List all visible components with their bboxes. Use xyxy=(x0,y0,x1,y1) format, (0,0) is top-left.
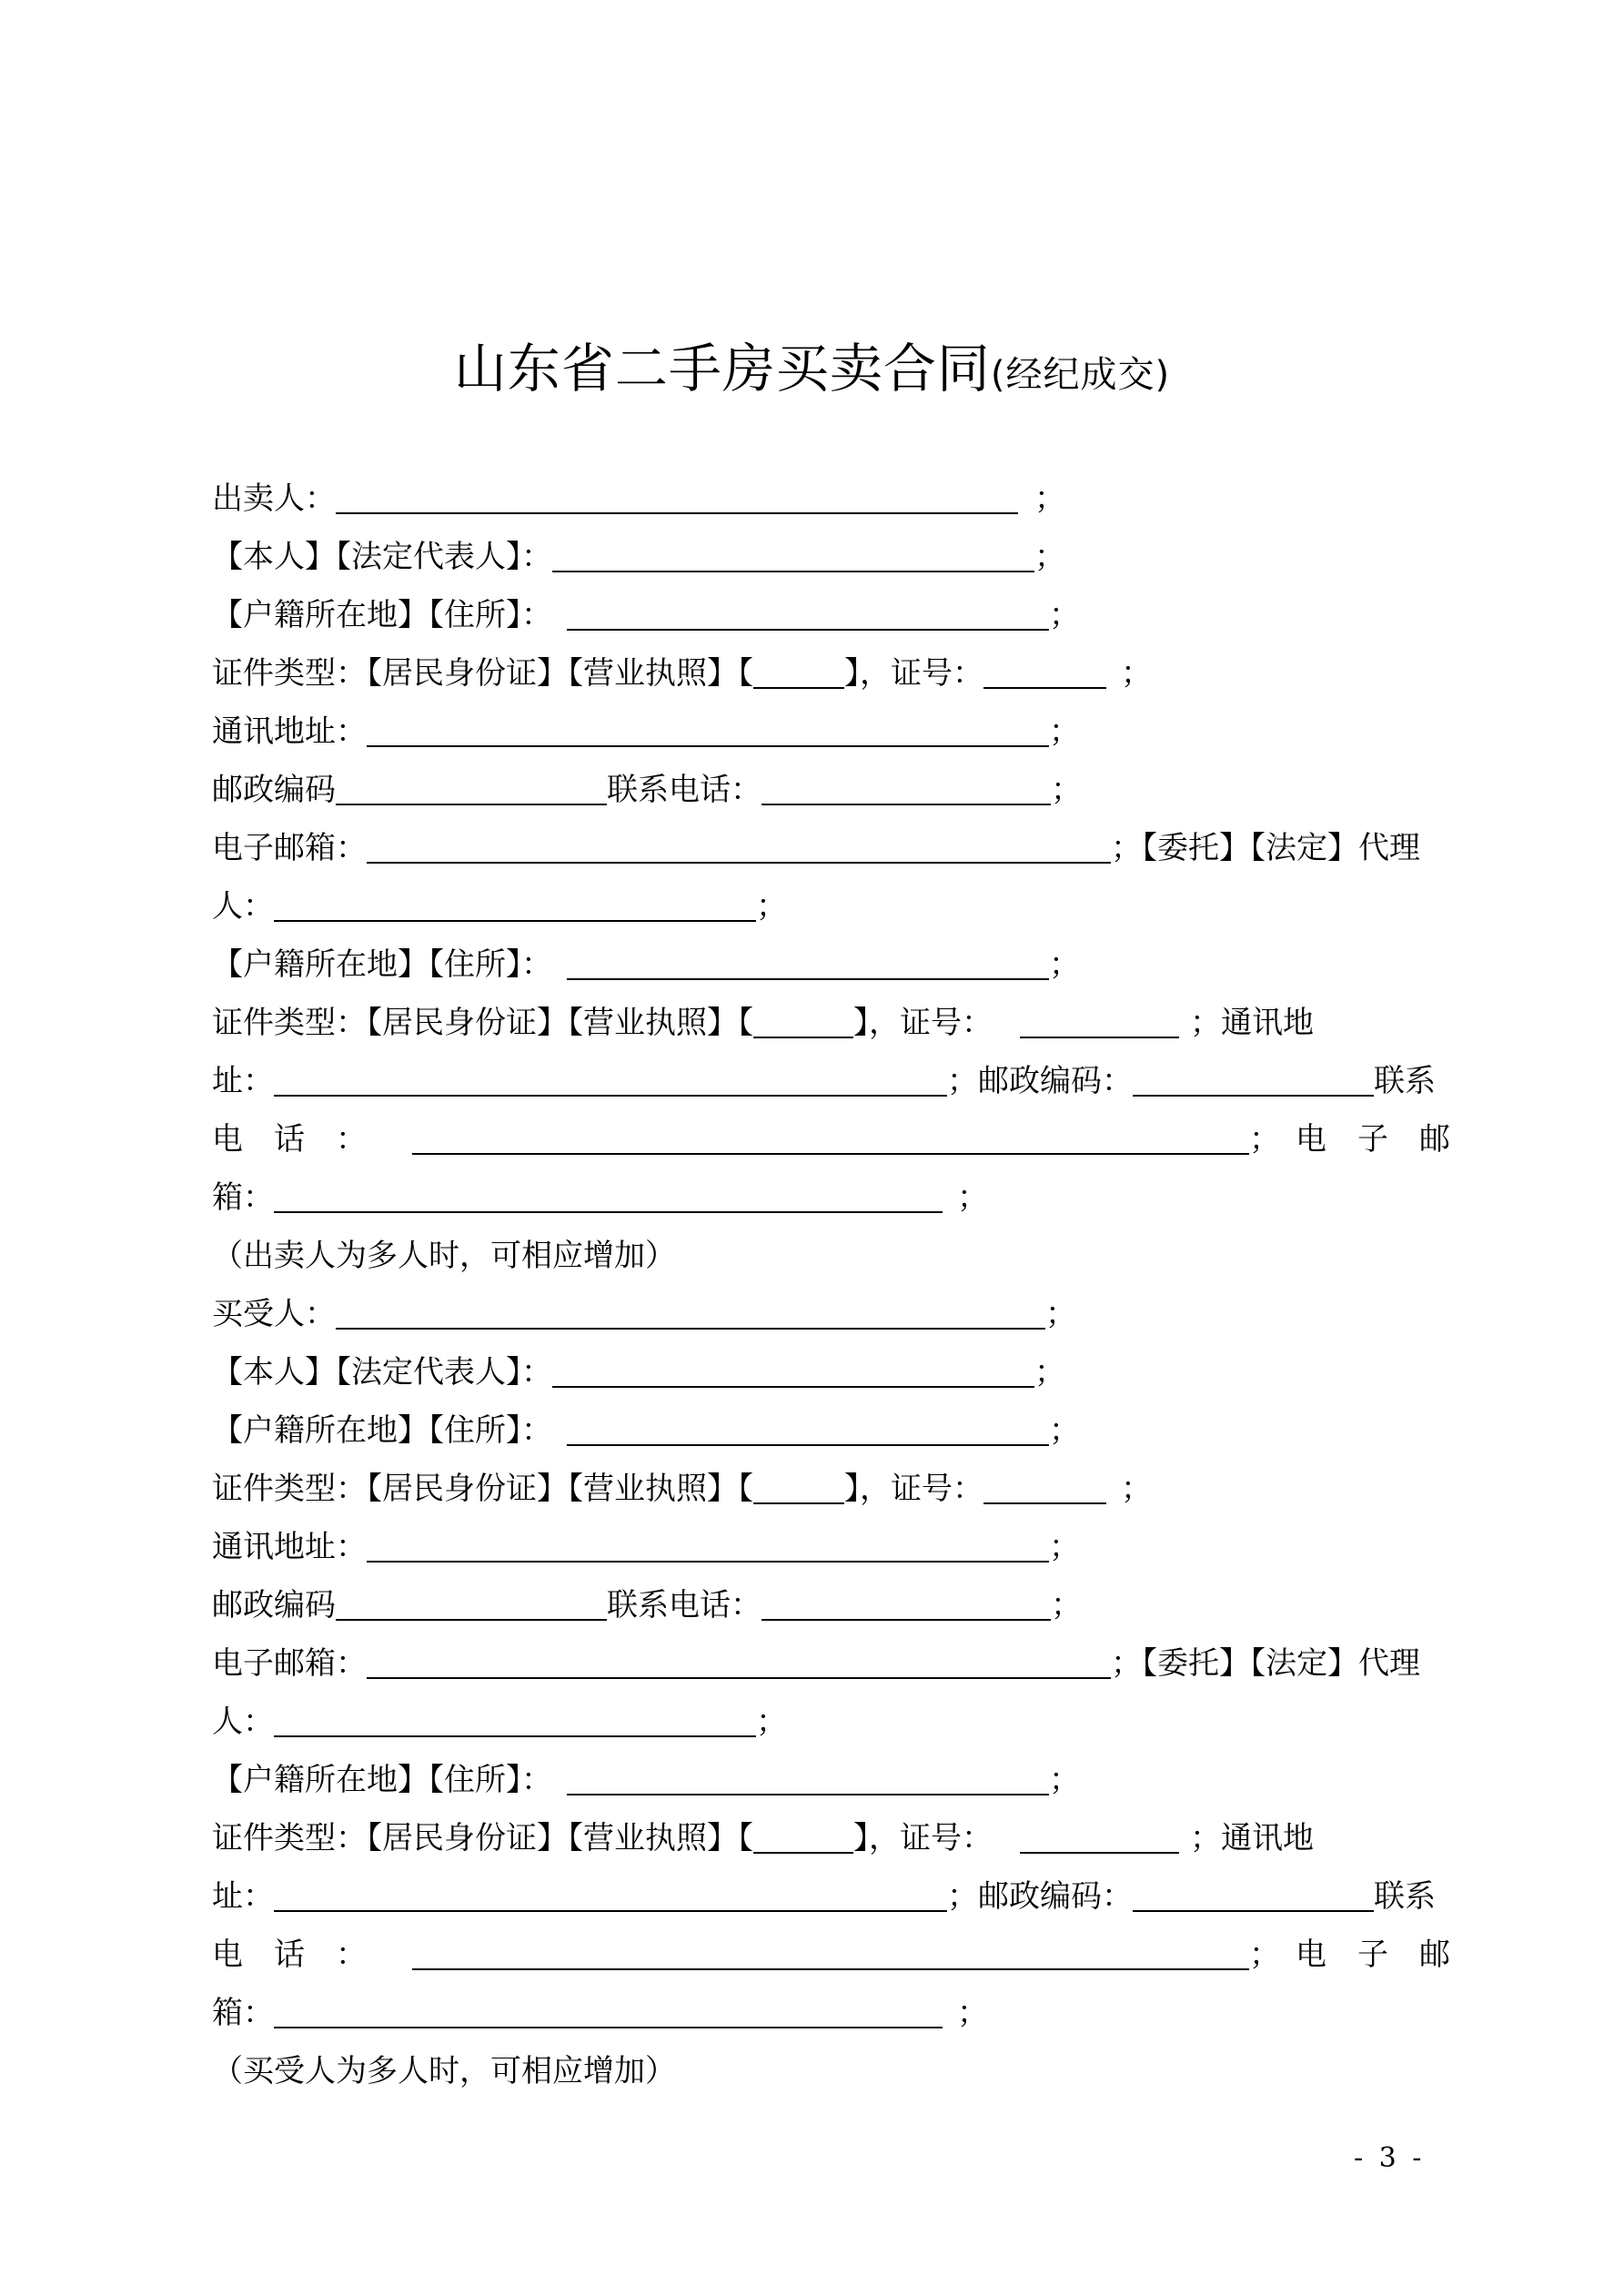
seller-postal-field[interactable] xyxy=(336,769,607,805)
buyer-id-no-field[interactable] xyxy=(983,1468,1106,1504)
seller-agent-id-row: 证件类型：【居民身份证】【营业执照】【 】，证号： ；通讯地 xyxy=(212,996,1422,1050)
seller-postal-row: 邮政编码 联系电话： ； xyxy=(212,763,1422,817)
seller-domicile-field[interactable] xyxy=(567,594,1049,631)
buyer-agent-row: 人： ； xyxy=(212,1694,1422,1749)
seller-agent-address-row: 址： ；邮政编码： 联系 xyxy=(212,1054,1422,1108)
buyer-rep-row: 【本人】【法定代表人】： ； xyxy=(212,1345,1422,1400)
seller-agent-domicile-row: 【户籍所在地】【住所】： ； xyxy=(212,937,1422,992)
buyer-postal-field[interactable] xyxy=(336,1584,607,1621)
buyer-agent-domicile-row: 【户籍所在地】【住所】： ； xyxy=(212,1753,1422,1807)
seller-name-field[interactable] xyxy=(336,478,1018,514)
seller-phone-field[interactable] xyxy=(762,769,1051,805)
seller-agent-phone-field[interactable] xyxy=(412,1118,1249,1155)
seller-address-row: 通讯地址： ； xyxy=(212,704,1422,759)
seller-email-row: 电子邮箱： ；【委托】【法定】代理 xyxy=(212,821,1422,875)
buyer-agent-domicile-field[interactable] xyxy=(567,1759,1049,1795)
buyer-agent-postal-field[interactable] xyxy=(1133,1876,1374,1912)
seller-agent-email-row: 箱： ； xyxy=(212,1170,1422,1225)
buyer-agent-address-row: 址： ；邮政编码： 联系 xyxy=(212,1869,1422,1924)
buyer-postal-row: 邮政编码 联系电话： ； xyxy=(212,1578,1422,1633)
buyer-note: （买受人为多人时，可相应增加） xyxy=(212,2053,676,2089)
buyer-id-type-field[interactable] xyxy=(753,1468,844,1504)
seller-email-field[interactable] xyxy=(367,827,1111,864)
buyer-email-field[interactable] xyxy=(367,1643,1111,1679)
seller-agent-address-field[interactable] xyxy=(274,1060,947,1097)
seller-id-type-field[interactable] xyxy=(753,652,844,689)
buyer-agent-id-row: 证件类型：【居民身份证】【营业执照】【 】，证号： ；通讯地 xyxy=(212,1811,1422,1866)
seller-agent-domicile-field[interactable] xyxy=(567,944,1049,980)
title-main: 山东省二手房买卖合同 xyxy=(453,338,991,400)
seller-domicile-row: 【户籍所在地】【住所】： ； xyxy=(212,588,1422,642)
buyer-address-row: 通讯地址： ； xyxy=(212,1520,1422,1574)
seller-agent-email-field[interactable] xyxy=(274,1177,943,1213)
seller-agent-id-type-field[interactable] xyxy=(753,1002,853,1038)
buyer-agent-phone-row: 电 话 ： ； 电 子 邮 xyxy=(212,1927,1422,1982)
buyer-agent-address-field[interactable] xyxy=(274,1876,947,1912)
seller-agent-row: 人： ； xyxy=(212,879,1422,934)
buyer-name-row: 买受人： ； xyxy=(212,1287,1422,1341)
seller-id-no-field[interactable] xyxy=(983,652,1106,689)
buyer-domicile-row: 【户籍所在地】【住所】： ； xyxy=(212,1403,1422,1458)
seller-rep-row: 【本人】【法定代表人】： ； xyxy=(212,530,1422,584)
buyer-domicile-field[interactable] xyxy=(567,1410,1049,1446)
buyer-agent-id-no-field[interactable] xyxy=(1020,1817,1179,1854)
seller-id-row: 证件类型：【居民身份证】【营业执照】【 】，证号： ； xyxy=(212,646,1422,701)
buyer-agent-id-type-field[interactable] xyxy=(753,1817,853,1854)
buyer-name-field[interactable] xyxy=(336,1293,1045,1330)
title-suffix: (经纪成交) xyxy=(990,354,1171,396)
seller-address-field[interactable] xyxy=(367,711,1049,747)
buyer-agent-phone-field[interactable] xyxy=(412,1934,1249,1970)
buyer-agent-field[interactable] xyxy=(274,1701,756,1737)
buyer-agent-email-field[interactable] xyxy=(274,1992,943,2028)
seller-agent-phone-row: 电 话 ： ； 电 子 邮 xyxy=(212,1112,1422,1167)
buyer-email-row: 电子邮箱： ；【委托】【法定】代理 xyxy=(212,1636,1422,1691)
seller-agent-id-no-field[interactable] xyxy=(1020,1002,1179,1038)
page-number: - 3 - xyxy=(1354,2142,1426,2174)
buyer-address-field[interactable] xyxy=(367,1526,1049,1563)
seller-rep-field[interactable] xyxy=(552,536,1034,572)
buyer-id-row: 证件类型：【居民身份证】【营业执照】【 】，证号： ； xyxy=(212,1462,1422,1516)
seller-agent-postal-field[interactable] xyxy=(1133,1060,1374,1097)
buyer-agent-email-row: 箱： ； xyxy=(212,1986,1422,2040)
buyer-rep-field[interactable] xyxy=(552,1351,1034,1388)
page-title xyxy=(0,326,1624,402)
seller-note: （出卖人为多人时，可相应增加） xyxy=(212,1238,676,1274)
seller-agent-field[interactable] xyxy=(274,885,756,922)
buyer-phone-field[interactable] xyxy=(762,1584,1051,1621)
seller-name-row: 出卖人： ； xyxy=(212,471,1422,526)
